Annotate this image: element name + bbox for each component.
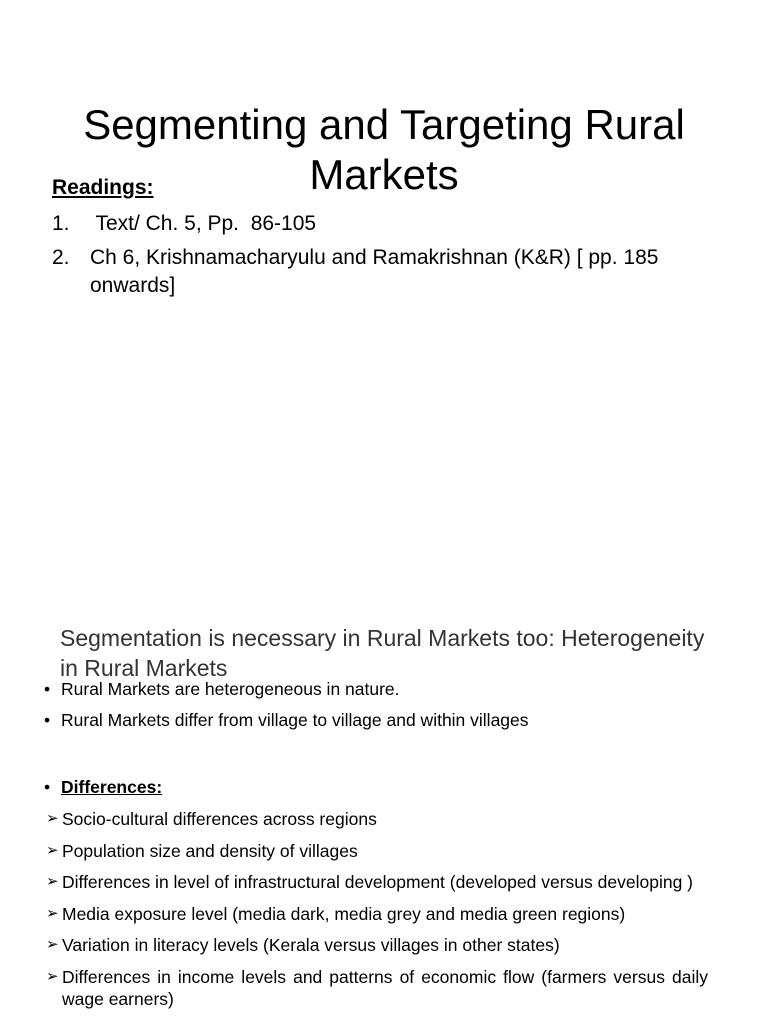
- arrow-bullet-icon: ➢: [46, 936, 59, 953]
- slide-1-title: Segmenting and Targeting Rural Markets: [83, 101, 685, 199]
- arrow-bullet-icon: ➢: [46, 841, 59, 859]
- bullet-item: [44, 678, 724, 700]
- difference-item: [46, 871, 708, 893]
- difference-item: [46, 934, 708, 956]
- arrow-bullet-icon: ➢: [46, 967, 59, 985]
- differences-heading: [44, 776, 162, 798]
- difference-text: Media exposure level (media dark, media grey and media green regions): [62, 903, 626, 924]
- difference-text: Population size and density of villages: [62, 840, 358, 861]
- bullet-text: Rural Markets are heterogeneous in nature.: [61, 679, 400, 699]
- differences-label: Differences:: [61, 777, 163, 797]
- readings-heading: Readings:: [52, 176, 154, 199]
- arrow-bullet-icon: ➢: [46, 810, 59, 827]
- reading-item: [52, 210, 732, 238]
- bullet-item: [44, 709, 724, 731]
- bullet-text: Rural Markets differ from village to village and within villages: [61, 710, 529, 730]
- slide-2: [0, 560, 768, 1024]
- difference-text: Socio-cultural differences across regions: [62, 809, 377, 829]
- bullet-icon: •: [44, 710, 51, 730]
- slide-2-title: Segmentation is necessary in Rural Markets too: Heterogeneity in Rural Markets: [60, 625, 705, 682]
- readings-list: [52, 210, 732, 306]
- bullet-icon: •: [44, 777, 51, 797]
- bullet-list: [44, 678, 724, 740]
- difference-item: [46, 903, 708, 925]
- difference-item: [46, 966, 708, 1010]
- difference-item: [46, 840, 708, 862]
- differences-list: [46, 808, 708, 1019]
- reading-number: 2.: [52, 246, 70, 269]
- bullet-icon: •: [44, 679, 51, 699]
- difference-text: Differences in level of infrastructural development (developed versus developing ): [62, 872, 693, 892]
- arrow-bullet-icon: ➢: [46, 873, 59, 890]
- reading-number: 1.: [52, 212, 70, 235]
- arrow-bullet-icon: ➢: [46, 904, 59, 922]
- difference-text: Differences in income levels and patterns of economic flow (farmers versus daily wage earners): [62, 966, 708, 1009]
- difference-item: [46, 808, 708, 830]
- reading-text: Text/ Ch. 5, Pp. 86-105: [90, 212, 317, 235]
- reading-item: [52, 244, 732, 300]
- difference-text: Variation in literacy levels (Kerala versus villages in other states): [62, 935, 560, 955]
- reading-text: Ch 6, Krishnamacharyulu and Ramakrishnan (K&R) [ pp. 185 onwards]: [90, 246, 659, 297]
